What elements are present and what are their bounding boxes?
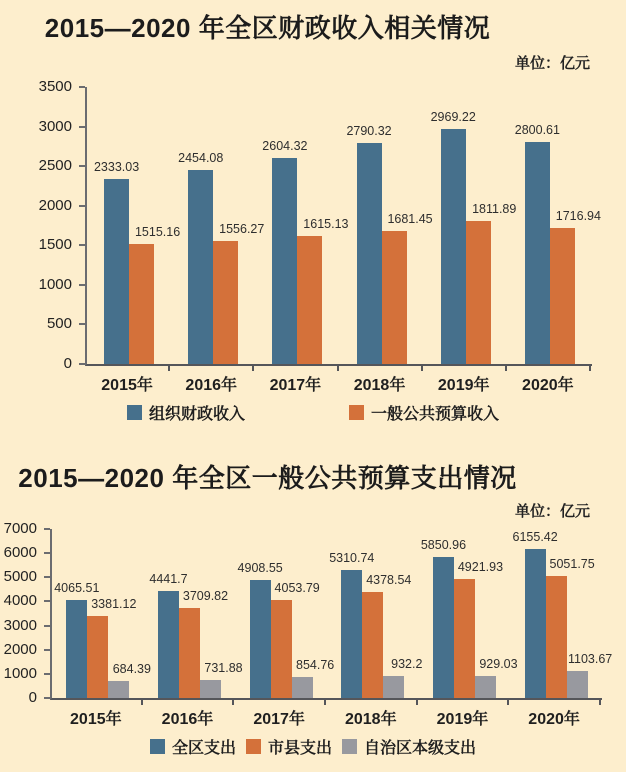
- bar-value-label: 2604.32: [262, 138, 308, 153]
- plot-area: [85, 87, 601, 366]
- y-axis-tick-label: 4000: [3, 592, 37, 610]
- legend-label: 市县支出: [267, 740, 332, 757]
- bar-自治区本级支出: [108, 662, 151, 698]
- y-axis-tick-label: 500: [46, 315, 72, 333]
- bar-组织财政收入: [262, 138, 308, 364]
- chart-legend: [0, 735, 626, 758]
- x-axis-tick-mark: [141, 698, 143, 705]
- bar-一般公共预算收入: [382, 211, 433, 364]
- x-axis-tick-mark: [232, 698, 234, 705]
- bar-value-label: 1716.94: [555, 209, 601, 224]
- x-axis-label: 2015年: [70, 711, 122, 728]
- legend-label: 一般公共预算收入: [371, 406, 500, 423]
- bar-全区支出: [329, 550, 375, 698]
- x-axis-label: 2016年: [185, 377, 238, 394]
- revenue-unit-label: 单位：亿元: [514, 55, 590, 72]
- bar-value-label: 1556.27: [219, 221, 265, 236]
- y-axis-tick-label: 3000: [38, 117, 72, 135]
- bar-value-label: 5850.96: [420, 537, 467, 552]
- y-axis-tick-label: 1500: [38, 236, 72, 254]
- bar-value-label: 731.88: [204, 661, 243, 676]
- x-axis-label: 2017年: [269, 377, 322, 394]
- bar-group-2015年: [87, 87, 181, 364]
- bar-value-label: 4053.79: [274, 581, 320, 596]
- bar-group-2016年: [144, 529, 243, 698]
- expenditure-unit-label: 单位：亿元: [514, 503, 590, 520]
- legend-swatch-icon: [246, 739, 261, 754]
- bar-自治区本级支出: [475, 656, 518, 698]
- legend-swatch-icon: [127, 405, 142, 420]
- bar-value-label: 4921.93: [457, 560, 504, 575]
- y-axis-tick-label: 0: [28, 689, 37, 706]
- bar-value-label: 1515.16: [134, 225, 181, 240]
- bar-group-2017年: [235, 529, 335, 698]
- x-axis-labels: [50, 706, 600, 729]
- expenditure-bar-chart: [0, 520, 626, 762]
- x-axis-label: 2017年: [253, 711, 305, 728]
- legend-label: 自治区本级支出: [364, 740, 477, 757]
- bar-value-label: 1103.67: [567, 652, 613, 667]
- bar-group-2016年: [171, 87, 265, 364]
- x-axis-tick-mark: [416, 698, 418, 705]
- bar-group-2019年: [424, 87, 517, 364]
- y-axis-tick-label: 5000: [3, 568, 37, 586]
- bar-value-label: 2333.03: [93, 160, 140, 175]
- legend-label: 全区支出: [171, 740, 236, 757]
- expenditure-chart-section: [0, 428, 626, 762]
- x-axis-tick-mark: [324, 698, 326, 705]
- bar-组织财政收入: [430, 110, 476, 364]
- legend-label: 组织财政收入: [148, 406, 245, 423]
- x-axis-tick-mark: [337, 364, 339, 371]
- bar-value-label: 932.2: [391, 656, 423, 671]
- bar-value-label: 5310.74: [329, 550, 375, 565]
- bar-全区支出: [54, 580, 100, 698]
- legend-item: [342, 735, 476, 758]
- bar-组织财政收入: [346, 124, 392, 364]
- x-axis-tick-mark: [589, 364, 591, 371]
- x-axis-labels: [85, 372, 590, 395]
- y-axis-tick-label: 3500: [38, 78, 72, 95]
- x-axis-label: 2016年: [161, 711, 214, 728]
- bar-value-label: 4441.7: [149, 571, 188, 586]
- bar-value-label: 684.39: [112, 662, 151, 677]
- x-axis-tick-mark: [168, 364, 170, 371]
- y-axis-tick-label: 3000: [3, 616, 37, 634]
- bar-group-2015年: [52, 529, 151, 698]
- bar-自治区本级支出: [383, 656, 423, 699]
- bar-value-label: 4378.54: [366, 573, 412, 588]
- bar-value-label: 2969.22: [430, 110, 476, 125]
- bar-group-2020年: [510, 529, 613, 698]
- x-axis-label: 2018年: [353, 377, 406, 394]
- bar-一般公共预算收入: [213, 221, 265, 364]
- bar-value-label: 2454.08: [178, 150, 224, 165]
- legend-item: [150, 735, 236, 758]
- bar-value-label: 1811.89: [472, 201, 517, 216]
- bar-value-label: 5051.75: [549, 557, 595, 572]
- y-axis-tick-label: 1000: [38, 275, 72, 293]
- legend-item: [246, 735, 332, 758]
- x-axis-label: 2018年: [344, 711, 397, 728]
- bar-全区支出: [149, 571, 188, 698]
- bar-自治区本级支出: [292, 658, 335, 698]
- x-axis-tick-mark: [599, 698, 601, 705]
- legend-item: [127, 401, 245, 424]
- bar-group-2018年: [327, 529, 423, 698]
- bar-一般公共预算收入: [129, 225, 181, 364]
- bar-group-2018年: [339, 87, 433, 364]
- y-axis-tick-label: 7000: [3, 520, 37, 537]
- x-axis-tick-mark: [505, 364, 507, 371]
- legend-item: [349, 401, 499, 424]
- bar-全区支出: [420, 537, 467, 698]
- bar-全区支出: [237, 560, 283, 699]
- chart-legend: [0, 401, 626, 424]
- bar-value-label: 2790.32: [346, 124, 392, 139]
- bar-全区支出: [512, 530, 558, 698]
- bar-value-label: 854.76: [296, 658, 335, 673]
- bar-组织财政收入: [93, 160, 140, 364]
- bar-value-label: 3381.12: [91, 597, 137, 612]
- bar-自治区本级支出: [567, 652, 613, 698]
- x-axis-label: 2020年: [522, 377, 574, 394]
- revenue-bar-chart: [0, 78, 626, 428]
- bar-value-label: 4065.51: [54, 580, 100, 595]
- x-axis-label: 2019年: [437, 377, 490, 394]
- bar-value-label: 6155.42: [512, 530, 558, 545]
- revenue-chart-title: 2015—2020 年全区财政收入相关情况: [44, 13, 491, 43]
- bar-value-label: 4908.55: [237, 560, 283, 575]
- y-axis-tick-label: 2000: [3, 640, 37, 658]
- legend-swatch-icon: [150, 739, 165, 754]
- bar-一般公共预算收入: [297, 217, 349, 364]
- x-axis-tick-mark: [252, 364, 254, 371]
- legend-swatch-icon: [342, 739, 357, 754]
- bar-组织财政收入: [178, 150, 224, 364]
- bar-一般公共预算收入: [550, 209, 601, 364]
- y-axis-tick-label: 0: [63, 355, 72, 372]
- y-axis-tick-label: 2000: [38, 196, 72, 214]
- legend-swatch-icon: [349, 405, 364, 420]
- bar-一般公共预算收入: [466, 201, 517, 364]
- expenditure-chart-title: 2015—2020 年全区一般公共预算支出情况: [18, 463, 517, 493]
- plot-area: [50, 529, 613, 700]
- x-axis-tick-mark: [421, 364, 423, 371]
- bar-group-2019年: [419, 529, 518, 698]
- bar-value-label: 3709.82: [182, 589, 229, 604]
- bar-value-label: 1615.13: [303, 217, 349, 232]
- bar-value-label: 929.03: [479, 656, 518, 671]
- bar-group-2020年: [508, 87, 601, 364]
- bar-组织财政收入: [514, 123, 560, 364]
- bar-value-label: 1681.45: [387, 211, 433, 226]
- x-axis-label: 2019年: [436, 711, 489, 728]
- y-axis-tick-label: 2500: [38, 157, 72, 175]
- y-axis-tick-label: 1000: [3, 664, 37, 682]
- x-axis-tick-mark: [507, 698, 509, 705]
- bar-自治区本级支出: [200, 661, 243, 698]
- bar-value-label: 2800.61: [514, 123, 560, 138]
- bar-group-2017年: [255, 87, 349, 364]
- x-axis-label: 2015年: [101, 377, 153, 394]
- x-axis-label: 2020年: [528, 711, 580, 728]
- y-axis-tick-label: 6000: [3, 544, 37, 562]
